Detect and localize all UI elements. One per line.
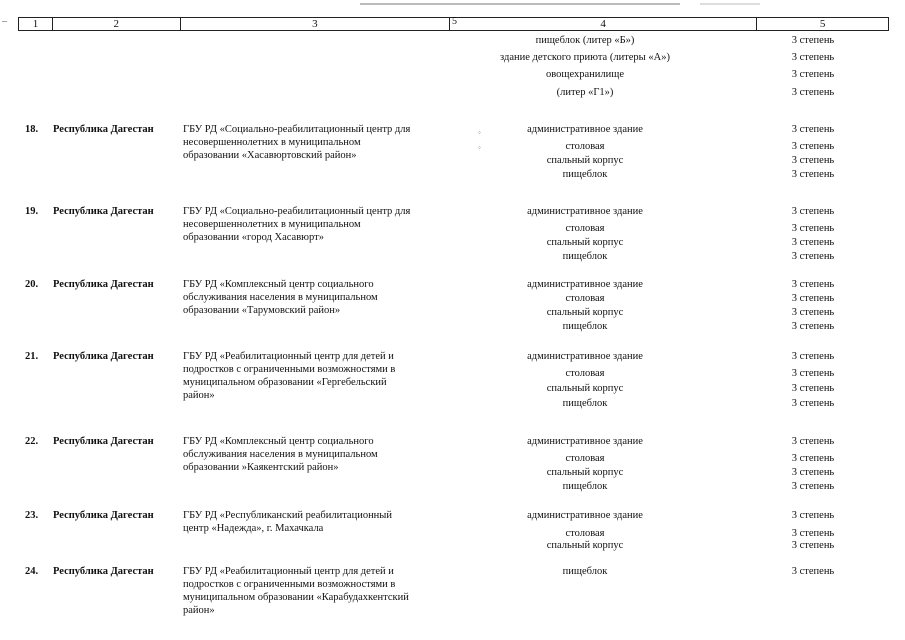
object-list: административное здание столовая спальный корпус пищеблок [527,124,643,180]
region-name: Республика Дагестан [53,124,154,135]
region-name: Республика Дагестан [53,436,154,447]
row-number: 20. [25,279,39,290]
object-list: административное здание столовая спальный корпус [527,510,643,551]
scan-noise-top-right [700,3,760,5]
region-name: Республика Дагестан [53,206,154,217]
region-name: Республика Дагестан [53,510,154,521]
degree-list: 3 степень 3 степень 3 степень 3 степень [791,124,835,180]
scan-tick-mark: ◦ [478,143,481,152]
object-list: административное здание столовая спальный корпус пищеблок [527,206,643,262]
region-name: Республика Дагестан [53,279,154,290]
degree-line: 3 степень [791,52,835,63]
region-name: Республика Дагестан [53,566,154,577]
degree-list: 3 степень 3 степень 3 степень 3 степень [791,351,835,409]
row-number: 21. [25,351,39,362]
region-name: Республика Дагестан [53,351,154,362]
organization-name: ГБУ РД «Реабилитационный центр для детей и подростков с ограниченными возможностями в муниципальном образовании «Карабудахкентский район» [183,566,409,616]
row-number: 22. [25,436,39,447]
degree-line: 3 степень [791,87,835,98]
degree-list: 3 степень 3 степень 3 степень [791,510,835,551]
degree-list: 3 степень [791,566,835,577]
row-number: 19. [25,206,39,217]
degree-list: 3 степень 3 степень 3 степень 3 степень [791,436,835,492]
organization-name: ГБУ РД «Социально-реабилитационный центр для несовершеннолетних в муниципальном образовании «город Хасавюрт» [183,206,411,243]
object-list: административное здание столовая спальный корпус пищеблок [527,351,643,409]
object-line: здание детского приюта (литеры «А») [500,52,670,63]
degree-line: 3 степень [791,35,835,46]
organization-name: ГБУ РД «Республиканский реабилитационный центр «Надежда», г. Махачкала [183,510,392,534]
header-col-1: 1 [19,18,53,30]
header-col-2: 2 [53,18,181,30]
carry-over-objects [480,34,690,100]
object-list: административное здание столовая спальный корпус пищеблок [527,436,643,492]
organization-name: ГБУ РД «Реабилитационный центр для детей и подростков с ограниченными возможностями в муниципальном образовании «Гергебельский район» [183,351,396,401]
object-line: (литер «Г1») [556,87,614,98]
object-line: овощехранилище [546,69,624,80]
organization-name: ГБУ РД «Комплексный центр социального обслуживания населения в муниципальном образовании «Тарумовский район» [183,279,378,316]
row-number: 23. [25,510,39,521]
organization-name: ГБУ РД «Социально-реабилитационный центр для несовершеннолетних в муниципальном образовании «Хасавюртовский район» [183,124,411,161]
header-col-5: 5 [819,18,826,30]
degree-list: 3 степень 3 степень 3 степень 3 степень [791,206,835,262]
row-number: 18. [25,124,39,135]
degree-line: 3 степень [791,69,835,80]
header-col-3: 3 [181,18,450,30]
row-number: 24. [25,566,39,577]
corner-mark: – [2,16,7,27]
carry-over-degrees [768,34,858,100]
organization-name: ГБУ РД «Комплексный центр социального обслуживания населения в муниципальном образовании »Каякентский район» [183,436,378,473]
scan-noise-top [360,3,680,5]
stray-header-label: 5 [452,16,457,27]
scan-tick-mark: ◦ [478,128,481,137]
object-line: пищеблок (литер «Б») [535,35,635,46]
object-list: пищеблок [562,566,608,577]
header-col-4: 4 [450,18,757,30]
object-list: административное здание столовая спальный корпус пищеблок [527,279,643,332]
degree-list: 3 степень 3 степень 3 степень 3 степень [791,279,835,332]
